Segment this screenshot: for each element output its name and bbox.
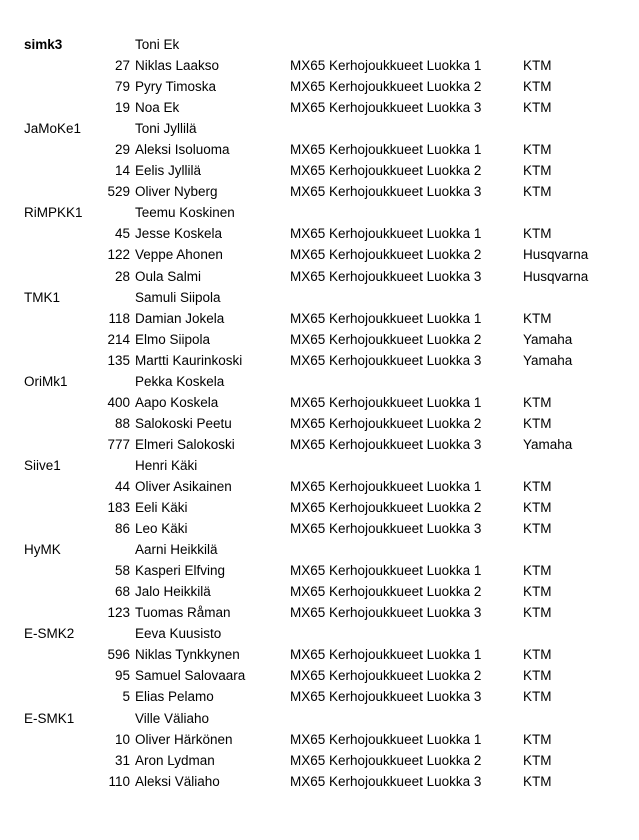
rider-row [0,476,639,497]
team-name: TMK1 [24,289,61,305]
rider-number: 88 [114,415,130,431]
rider-class: MX65 Kerhojoukkueet Luokka 2 [290,163,482,179]
team-header-row [0,539,639,560]
rider-row [0,350,639,371]
team-name: simk3 [24,37,63,52]
rider-row [0,644,639,665]
team-name: Siive1 [24,457,61,473]
rider-row [0,686,639,707]
rider-brand: KTM [523,500,552,516]
rider-row [0,244,639,265]
rider-number: 14 [114,163,130,179]
rider-number: 10 [114,731,130,747]
rider-class: MX65 Kerhojoukkueet Luokka 1 [290,310,482,326]
rider-number: 596 [107,647,130,663]
rider-name: Aapo Koskela [135,394,219,410]
rider-class: MX65 Kerhojoukkueet Luokka 1 [290,563,482,579]
rider-number: 122 [107,247,130,263]
team-header-row [0,371,639,392]
team-header-row [0,623,639,644]
team-leader: Ville Väliaho [135,710,210,726]
rider-number: 45 [114,226,130,242]
rider-number: 183 [107,500,130,516]
rider-class: MX65 Kerhojoukkueet Luokka 1 [290,647,482,663]
rider-class: MX65 Kerhojoukkueet Luokka 1 [290,226,482,242]
rider-name: Jesse Koskela [135,226,223,242]
rider-class: MX65 Kerhojoukkueet Luokka 2 [290,500,482,516]
rider-class: MX65 Kerhojoukkueet Luokka 2 [290,331,482,347]
rider-name: Niklas Tynkkynen [135,647,240,663]
rider-name: Eelis Jyllilä [135,163,202,179]
team-leader: Henri Käki [135,457,198,473]
rider-row [0,497,639,518]
rider-brand: Yamaha [523,331,573,347]
rider-brand: KTM [523,226,552,242]
team-name: RiMPKK1 [24,205,83,221]
rider-name: Oliver Asikainen [135,478,232,494]
rider-name: Martti Kaurinkoski [135,352,243,368]
rider-class: MX65 Kerhojoukkueet Luokka 3 [290,352,482,368]
rider-row [0,581,639,602]
rider-number: 44 [114,478,130,494]
rider-number: 68 [114,584,130,600]
rider-row [0,308,639,329]
rider-row [0,560,639,581]
rider-row [0,434,639,455]
team-header-row [0,287,639,308]
rider-name: Oula Salmi [135,268,202,284]
rider-row [0,602,639,623]
rider-class: MX65 Kerhojoukkueet Luokka 2 [290,668,482,684]
rider-brand: KTM [523,752,552,768]
rider-row [0,76,639,97]
rider-name: Leo Käki [135,521,188,537]
rider-row [0,392,639,413]
team-leader: Toni Jyllilä [135,121,197,137]
rider-row [0,413,639,434]
rider-brand: KTM [523,689,552,705]
team-header-row [0,34,639,55]
rider-name: Niklas Laakso [135,58,220,74]
rider-name: Elias Pelamo [135,689,214,705]
rider-brand: KTM [523,647,552,663]
team-leader: Teemu Koskinen [135,205,235,221]
rider-number: 5 [122,689,130,705]
rider-class: MX65 Kerhojoukkueet Luokka 1 [290,478,482,494]
rider-brand: KTM [523,310,552,326]
rider-number: 29 [114,142,130,158]
team-name: HyMK [24,542,61,558]
rider-row [0,181,639,202]
rider-number: 95 [114,668,130,684]
rider-number: 118 [108,310,130,326]
rider-class: MX65 Kerhojoukkueet Luokka 3 [290,100,482,116]
rider-brand: Yamaha [523,352,573,368]
rider-class: MX65 Kerhojoukkueet Luokka 3 [290,605,482,621]
rider-number: 123 [107,605,130,621]
rider-brand: KTM [523,142,552,158]
rider-row [0,750,639,771]
rider-name: Jalo Heikkilä [135,584,211,600]
rider-name: Aron Lydman [135,752,215,768]
rider-class: MX65 Kerhojoukkueet Luokka 3 [290,184,482,200]
rider-name: Oliver Härkönen [135,731,233,747]
rider-name: Veppe Ahonen [135,247,223,263]
rider-brand: KTM [523,100,552,116]
rider-class: MX65 Kerhojoukkueet Luokka 1 [290,58,482,74]
rider-row [0,266,639,287]
rider-class: MX65 Kerhojoukkueet Luokka 3 [290,268,482,284]
rider-row [0,55,639,76]
rider-brand: KTM [523,163,552,179]
rider-brand: KTM [523,773,552,789]
team-leader: Toni Ek [135,37,180,52]
rider-class: MX65 Kerhojoukkueet Luokka 3 [290,773,482,789]
team-leader: Samuli Siipola [135,289,221,305]
rider-class: MX65 Kerhojoukkueet Luokka 3 [290,436,482,452]
rider-row [0,139,639,160]
rider-number: 135 [107,352,130,368]
rider-brand: KTM [523,731,552,747]
rider-class: MX65 Kerhojoukkueet Luokka 3 [290,521,482,537]
rider-name: Salokoski Peetu [135,415,232,431]
rider-number: 400 [107,394,130,410]
rider-class: MX65 Kerhojoukkueet Luokka 1 [290,394,482,410]
rider-class: MX65 Kerhojoukkueet Luokka 2 [290,752,482,768]
rider-number: 79 [114,79,130,95]
rider-row [0,329,639,350]
rider-brand: Yamaha [523,436,573,452]
team-roster-sheet [0,34,639,792]
rider-brand: KTM [523,668,552,684]
rider-brand: KTM [523,394,552,410]
rider-name: Elmo Siipola [135,331,211,347]
rider-class: MX65 Kerhojoukkueet Luokka 3 [290,689,482,705]
rider-row [0,518,639,539]
rider-name: Elmeri Salokoski [135,436,235,452]
team-name: E-SMK1 [24,710,75,726]
rider-name: Eeli Käki [135,500,188,516]
rider-class: MX65 Kerhojoukkueet Luokka 1 [290,731,482,747]
rider-brand: KTM [523,415,552,431]
rider-number: 777 [107,436,130,452]
rider-brand: Husqvarna [523,268,589,284]
rider-number: 214 [107,331,130,347]
team-header-row [0,455,639,476]
rider-name: Aleksi Väliaho [135,773,220,789]
rider-row [0,729,639,750]
team-leader: Pekka Koskela [135,373,225,389]
team-header-row [0,202,639,223]
rider-number: 86 [114,521,130,537]
rider-class: MX65 Kerhojoukkueet Luokka 2 [290,584,482,600]
rider-name: Pyry Timoska [135,79,217,95]
rider-brand: KTM [523,584,552,600]
team-leader: Aarni Heikkilä [135,542,218,558]
rider-number: 110 [108,773,130,789]
rider-brand: KTM [523,58,552,74]
rider-class: MX65 Kerhojoukkueet Luokka 2 [290,415,482,431]
rider-class: MX65 Kerhojoukkueet Luokka 1 [290,142,482,158]
rider-brand: KTM [523,79,552,95]
rider-number: 31 [114,752,130,768]
team-name: OriMk1 [24,373,68,389]
rider-brand: Husqvarna [523,247,589,263]
rider-row [0,665,639,686]
rider-number: 28 [114,268,130,284]
rider-row [0,223,639,244]
rider-name: Noa Ek [135,100,180,116]
rider-number: 58 [114,563,130,579]
rider-class: MX65 Kerhojoukkueet Luokka 2 [290,247,482,263]
team-header-row [0,708,639,729]
rider-name: Oliver Nyberg [135,184,218,200]
rider-brand: KTM [523,605,552,621]
rider-brand: KTM [523,184,552,200]
rider-class: MX65 Kerhojoukkueet Luokka 2 [290,79,482,95]
rider-row [0,97,639,118]
rider-brand: KTM [523,563,552,579]
rider-name: Samuel Salovaara [135,668,246,684]
rider-brand: KTM [523,521,552,537]
rider-row [0,771,639,792]
rider-name: Kasperi Elfving [135,563,226,579]
rider-number: 27 [114,58,130,74]
rider-name: Damian Jokela [135,310,225,326]
team-name: E-SMK2 [24,626,75,642]
rider-name: Aleksi Isoluoma [135,142,230,158]
rider-number: 19 [114,100,130,116]
team-leader: Eeva Kuusisto [135,626,222,642]
rider-brand: KTM [523,478,552,494]
rider-number: 529 [107,184,130,200]
team-header-row [0,118,639,139]
rider-row [0,160,639,181]
rider-name: Tuomas Råman [135,605,231,621]
team-name: JaMoKe1 [24,121,82,137]
